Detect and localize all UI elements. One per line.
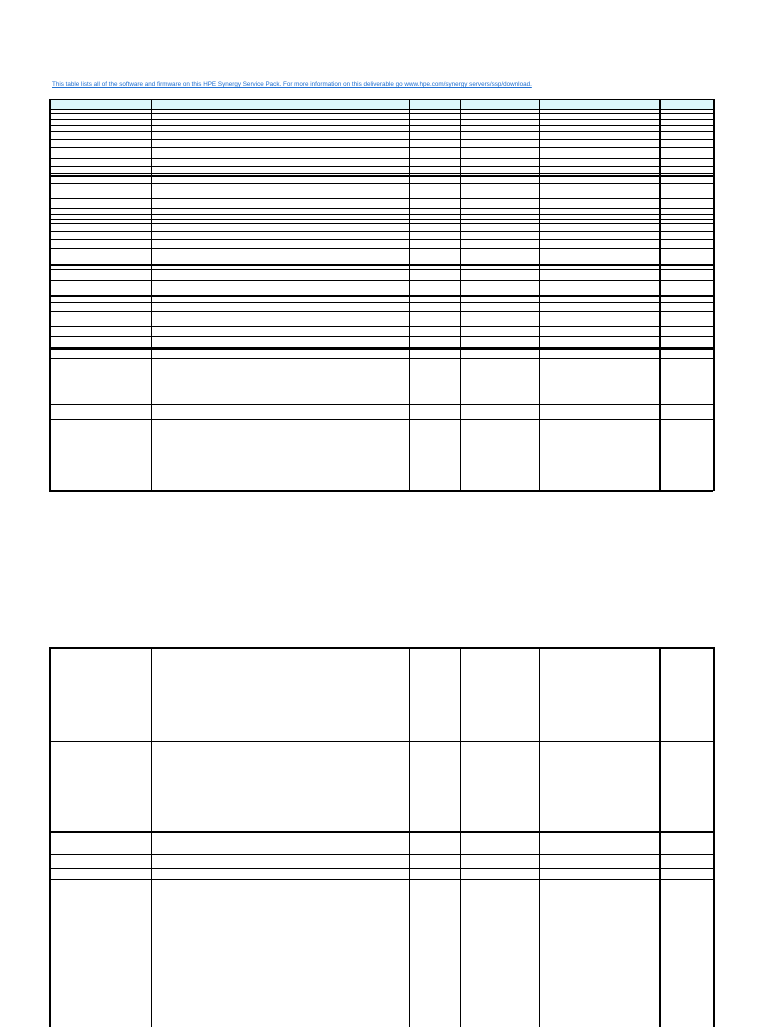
table-row	[49, 336, 713, 347]
column-divider	[713, 99, 715, 491]
table-row	[49, 326, 713, 336]
column-divider	[409, 99, 410, 491]
table-row	[49, 404, 713, 419]
column-divider	[151, 99, 152, 491]
table-row	[49, 239, 713, 248]
table-row	[49, 158, 713, 166]
column-divider	[151, 647, 152, 1027]
table-row	[49, 280, 713, 295]
table-row	[49, 198, 713, 208]
table-row	[49, 868, 713, 879]
table-row	[49, 248, 713, 264]
column-divider	[49, 647, 51, 1027]
column-divider	[539, 647, 540, 1027]
table-top-border	[49, 99, 713, 100]
software-firmware-table	[49, 99, 713, 491]
table-row	[49, 166, 713, 173]
column-divider	[460, 647, 461, 1027]
column-divider	[49, 99, 51, 491]
table-row	[49, 139, 713, 147]
table-row	[49, 147, 713, 158]
table-row	[49, 311, 713, 326]
column-divider	[713, 647, 715, 1027]
table-row	[49, 295, 713, 302]
table-row	[49, 175, 713, 183]
table-row	[49, 231, 713, 239]
table-row	[49, 223, 713, 231]
table-row	[49, 349, 713, 358]
column-divider	[460, 99, 461, 491]
column-divider	[659, 647, 661, 1027]
table-row	[49, 183, 713, 198]
column-divider	[539, 99, 540, 491]
table-row	[49, 854, 713, 868]
table-row	[49, 302, 713, 311]
table-row	[49, 831, 713, 854]
table-header-row	[49, 99, 713, 109]
table-row	[49, 131, 713, 139]
column-divider	[409, 647, 410, 1027]
intro-link[interactable]: This table lists all of the software and firmware on this HPE Synergy Service Pack. For more information on this deliverable go www.hpe.com/synergy servers/ssp/download.	[52, 81, 532, 88]
table-row	[49, 741, 713, 831]
table-row	[49, 358, 713, 404]
table-row	[49, 879, 713, 1027]
table-row	[49, 647, 713, 741]
table-row	[49, 419, 713, 490]
column-divider	[659, 99, 661, 491]
table-row	[49, 269, 713, 280]
software-firmware-table-continued	[49, 647, 713, 1027]
table-row	[49, 490, 713, 492]
